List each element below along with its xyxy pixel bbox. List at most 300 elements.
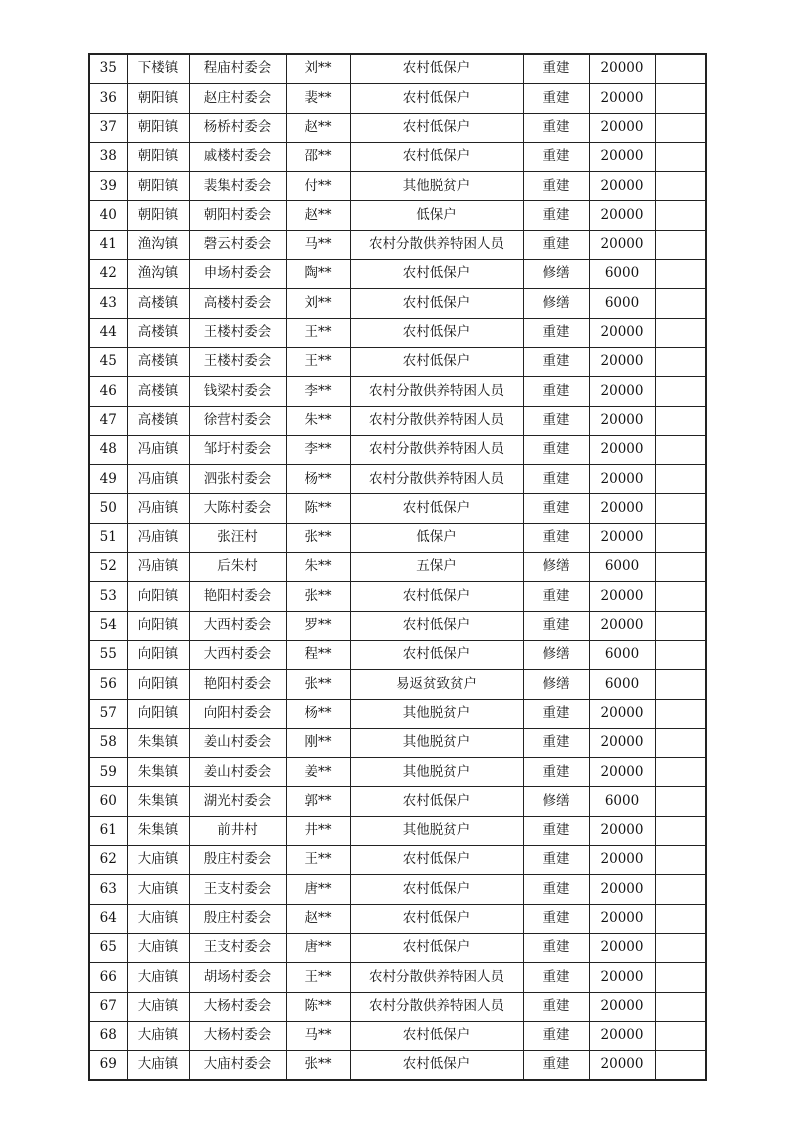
remark-cell (655, 318, 706, 347)
row-number-cell: 56 (89, 670, 127, 699)
renovation-type-cell: 重建 (523, 933, 589, 962)
village-cell: 磬云村委会 (189, 230, 286, 259)
table-body (89, 54, 706, 1080)
name-cell: 赵** (286, 201, 350, 230)
remark-cell (655, 846, 706, 875)
name-cell: 刘** (286, 289, 350, 318)
renovation-type-cell: 重建 (523, 1021, 589, 1050)
category-cell: 农村分散供养特困人员 (350, 963, 523, 992)
name-cell: 李** (286, 435, 350, 464)
town-cell: 渔沟镇 (127, 260, 189, 289)
town-cell: 朝阳镇 (127, 142, 189, 171)
category-cell: 农村低保户 (350, 933, 523, 962)
category-cell: 农村低保户 (350, 875, 523, 904)
name-cell: 王** (286, 963, 350, 992)
town-cell: 朝阳镇 (127, 113, 189, 142)
village-cell: 裴集村委会 (189, 172, 286, 201)
category-cell: 其他脱贫户 (350, 728, 523, 757)
name-cell: 朱** (286, 553, 350, 582)
name-cell: 邵** (286, 142, 350, 171)
table-row (89, 787, 706, 816)
remark-cell (655, 377, 706, 406)
renovation-type-cell: 重建 (523, 377, 589, 406)
renovation-type-cell: 重建 (523, 699, 589, 728)
table-row (89, 113, 706, 142)
remark-cell (655, 142, 706, 171)
town-cell: 冯庙镇 (127, 523, 189, 552)
category-cell: 农村低保户 (350, 1051, 523, 1081)
name-cell: 马** (286, 1021, 350, 1050)
remark-cell (655, 963, 706, 992)
subsidy-amount-cell: 20000 (589, 875, 655, 904)
category-cell: 农村低保户 (350, 611, 523, 640)
town-cell: 大庙镇 (127, 963, 189, 992)
name-cell: 杨** (286, 465, 350, 494)
remark-cell (655, 435, 706, 464)
row-number-cell: 47 (89, 406, 127, 435)
remark-cell (655, 1051, 706, 1081)
row-number-cell: 66 (89, 963, 127, 992)
renovation-type-cell: 重建 (523, 406, 589, 435)
table-row (89, 260, 706, 289)
table-row (89, 494, 706, 523)
village-cell: 朝阳村委会 (189, 201, 286, 230)
village-cell: 大西村委会 (189, 640, 286, 669)
village-cell: 大陈村委会 (189, 494, 286, 523)
town-cell: 冯庙镇 (127, 553, 189, 582)
subsidy-amount-cell: 6000 (589, 640, 655, 669)
category-cell: 农村低保户 (350, 494, 523, 523)
table-row (89, 54, 706, 84)
name-cell: 王** (286, 846, 350, 875)
remark-cell (655, 670, 706, 699)
village-cell: 程庙村委会 (189, 54, 286, 84)
category-cell: 农村低保户 (350, 904, 523, 933)
table-row (89, 670, 706, 699)
row-number-cell: 51 (89, 523, 127, 552)
town-cell: 冯庙镇 (127, 465, 189, 494)
row-number-cell: 48 (89, 435, 127, 464)
name-cell: 李** (286, 377, 350, 406)
table-row (89, 201, 706, 230)
subsidy-amount-cell: 20000 (589, 84, 655, 113)
village-cell: 姜山村委会 (189, 728, 286, 757)
table-row (89, 582, 706, 611)
row-number-cell: 39 (89, 172, 127, 201)
subsidy-amount-cell: 20000 (589, 933, 655, 962)
town-cell: 高楼镇 (127, 377, 189, 406)
row-number-cell: 69 (89, 1051, 127, 1081)
row-number-cell: 60 (89, 787, 127, 816)
table-row (89, 963, 706, 992)
renovation-type-cell: 重建 (523, 963, 589, 992)
name-cell: 井** (286, 816, 350, 845)
renovation-type-cell: 重建 (523, 347, 589, 376)
town-cell: 冯庙镇 (127, 494, 189, 523)
table-row (89, 318, 706, 347)
village-cell: 杨桥村委会 (189, 113, 286, 142)
table-row (89, 406, 706, 435)
remark-cell (655, 904, 706, 933)
name-cell: 程** (286, 640, 350, 669)
village-cell: 泗张村委会 (189, 465, 286, 494)
row-number-cell: 64 (89, 904, 127, 933)
renovation-type-cell: 重建 (523, 230, 589, 259)
row-number-cell: 63 (89, 875, 127, 904)
renovation-type-cell: 重建 (523, 758, 589, 787)
category-cell: 其他脱贫户 (350, 758, 523, 787)
village-cell: 邹圩村委会 (189, 435, 286, 464)
row-number-cell: 61 (89, 816, 127, 845)
renovation-type-cell: 重建 (523, 494, 589, 523)
town-cell: 高楼镇 (127, 406, 189, 435)
category-cell: 农村低保户 (350, 1021, 523, 1050)
subsidy-amount-cell: 20000 (589, 582, 655, 611)
row-number-cell: 52 (89, 553, 127, 582)
name-cell: 王** (286, 318, 350, 347)
renovation-type-cell: 修缮 (523, 553, 589, 582)
name-cell: 张** (286, 523, 350, 552)
subsidy-amount-cell: 20000 (589, 201, 655, 230)
row-number-cell: 46 (89, 377, 127, 406)
renovation-type-cell: 重建 (523, 318, 589, 347)
town-cell: 渔沟镇 (127, 230, 189, 259)
table-row (89, 435, 706, 464)
town-cell: 朱集镇 (127, 728, 189, 757)
name-cell: 姜** (286, 758, 350, 787)
row-number-cell: 58 (89, 728, 127, 757)
category-cell: 其他脱贫户 (350, 699, 523, 728)
category-cell: 其他脱贫户 (350, 172, 523, 201)
table-row (89, 904, 706, 933)
village-cell: 赵庄村委会 (189, 84, 286, 113)
row-number-cell: 53 (89, 582, 127, 611)
village-cell: 大庙村委会 (189, 1051, 286, 1081)
remark-cell (655, 758, 706, 787)
renovation-type-cell: 重建 (523, 465, 589, 494)
category-cell: 易返贫致贫户 (350, 670, 523, 699)
table-row (89, 846, 706, 875)
table-row (89, 758, 706, 787)
village-cell: 湖光村委会 (189, 787, 286, 816)
town-cell: 朱集镇 (127, 787, 189, 816)
town-cell: 大庙镇 (127, 846, 189, 875)
name-cell: 付** (286, 172, 350, 201)
name-cell: 罗** (286, 611, 350, 640)
category-cell: 农村低保户 (350, 787, 523, 816)
town-cell: 高楼镇 (127, 289, 189, 318)
renovation-type-cell: 修缮 (523, 787, 589, 816)
town-cell: 向阳镇 (127, 582, 189, 611)
subsidy-amount-cell: 20000 (589, 172, 655, 201)
village-cell: 王支村委会 (189, 933, 286, 962)
row-number-cell: 57 (89, 699, 127, 728)
remark-cell (655, 230, 706, 259)
name-cell: 陈** (286, 494, 350, 523)
remark-cell (655, 1021, 706, 1050)
row-number-cell: 42 (89, 260, 127, 289)
subsidy-amount-cell: 20000 (589, 1051, 655, 1081)
name-cell: 刚** (286, 728, 350, 757)
row-number-cell: 67 (89, 992, 127, 1021)
renovation-type-cell: 重建 (523, 54, 589, 84)
remark-cell (655, 347, 706, 376)
table-row (89, 523, 706, 552)
remark-cell (655, 406, 706, 435)
remark-cell (655, 289, 706, 318)
village-cell: 大西村委会 (189, 611, 286, 640)
category-cell: 低保户 (350, 523, 523, 552)
village-cell: 钱梁村委会 (189, 377, 286, 406)
category-cell: 农村分散供养特困人员 (350, 992, 523, 1021)
name-cell: 张** (286, 1051, 350, 1081)
category-cell: 低保户 (350, 201, 523, 230)
remark-cell (655, 113, 706, 142)
row-number-cell: 41 (89, 230, 127, 259)
category-cell: 农村分散供养特困人员 (350, 406, 523, 435)
category-cell: 农村低保户 (350, 84, 523, 113)
village-cell: 殷庄村委会 (189, 904, 286, 933)
renovation-type-cell: 重建 (523, 582, 589, 611)
name-cell: 陈** (286, 992, 350, 1021)
table-row (89, 230, 706, 259)
remark-cell (655, 523, 706, 552)
subsidy-amount-cell: 20000 (589, 758, 655, 787)
village-cell: 徐营村委会 (189, 406, 286, 435)
remark-cell (655, 787, 706, 816)
village-cell: 殷庄村委会 (189, 846, 286, 875)
subsidy-amount-cell: 6000 (589, 553, 655, 582)
subsidy-amount-cell: 20000 (589, 318, 655, 347)
town-cell: 朝阳镇 (127, 201, 189, 230)
subsidy-amount-cell: 20000 (589, 611, 655, 640)
town-cell: 朱集镇 (127, 816, 189, 845)
village-cell: 艳阳村委会 (189, 670, 286, 699)
row-number-cell: 55 (89, 640, 127, 669)
remark-cell (655, 933, 706, 962)
village-cell: 向阳村委会 (189, 699, 286, 728)
table-row (89, 611, 706, 640)
row-number-cell: 44 (89, 318, 127, 347)
category-cell: 农村低保户 (350, 318, 523, 347)
renovation-type-cell: 重建 (523, 875, 589, 904)
category-cell: 农村分散供养特困人员 (350, 435, 523, 464)
remark-cell (655, 465, 706, 494)
renovation-type-cell: 重建 (523, 611, 589, 640)
village-cell: 大杨村委会 (189, 1021, 286, 1050)
subsidy-amount-cell: 20000 (589, 904, 655, 933)
remark-cell (655, 992, 706, 1021)
renovation-type-cell: 重建 (523, 846, 589, 875)
town-cell: 大庙镇 (127, 875, 189, 904)
name-cell: 王** (286, 347, 350, 376)
renovation-type-cell: 修缮 (523, 289, 589, 318)
renovation-type-cell: 重建 (523, 992, 589, 1021)
table-row (89, 933, 706, 962)
renovation-type-cell: 重建 (523, 1051, 589, 1081)
town-cell: 高楼镇 (127, 318, 189, 347)
renovation-type-cell: 重建 (523, 728, 589, 757)
table-row (89, 816, 706, 845)
village-cell: 申场村委会 (189, 260, 286, 289)
town-cell: 大庙镇 (127, 1051, 189, 1081)
table-row (89, 1021, 706, 1050)
subsidy-amount-cell: 20000 (589, 992, 655, 1021)
remark-cell (655, 875, 706, 904)
town-cell: 朱集镇 (127, 758, 189, 787)
row-number-cell: 50 (89, 494, 127, 523)
row-number-cell: 62 (89, 846, 127, 875)
subsidy-amount-cell: 20000 (589, 494, 655, 523)
name-cell: 赵** (286, 113, 350, 142)
village-cell: 前井村 (189, 816, 286, 845)
row-number-cell: 59 (89, 758, 127, 787)
renovation-type-cell: 重建 (523, 113, 589, 142)
subsidy-amount-cell: 6000 (589, 289, 655, 318)
village-cell: 大杨村委会 (189, 992, 286, 1021)
name-cell: 郭** (286, 787, 350, 816)
subsidy-amount-cell: 20000 (589, 816, 655, 845)
name-cell: 张** (286, 582, 350, 611)
renovation-type-cell: 重建 (523, 142, 589, 171)
renovation-type-cell: 重建 (523, 435, 589, 464)
renovation-type-cell: 重建 (523, 172, 589, 201)
remark-cell (655, 172, 706, 201)
subsidy-amount-cell: 20000 (589, 230, 655, 259)
remark-cell (655, 582, 706, 611)
renovation-type-cell: 重建 (523, 904, 589, 933)
subsidy-amount-cell: 6000 (589, 787, 655, 816)
name-cell: 唐** (286, 933, 350, 962)
category-cell: 农村低保户 (350, 289, 523, 318)
remark-cell (655, 260, 706, 289)
table-row (89, 553, 706, 582)
renovation-type-cell: 修缮 (523, 670, 589, 699)
category-cell: 农村分散供养特困人员 (350, 465, 523, 494)
remark-cell (655, 201, 706, 230)
category-cell: 农村分散供养特困人员 (350, 377, 523, 406)
category-cell: 农村低保户 (350, 113, 523, 142)
category-cell: 农村低保户 (350, 582, 523, 611)
village-cell: 王楼村委会 (189, 347, 286, 376)
village-cell: 戚楼村委会 (189, 142, 286, 171)
table-row (89, 699, 706, 728)
name-cell: 马** (286, 230, 350, 259)
village-cell: 艳阳村委会 (189, 582, 286, 611)
category-cell: 农村低保户 (350, 347, 523, 376)
renovation-type-cell: 重建 (523, 523, 589, 552)
table-row (89, 172, 706, 201)
category-cell: 农村低保户 (350, 54, 523, 84)
row-number-cell: 65 (89, 933, 127, 962)
renovation-type-cell: 重建 (523, 84, 589, 113)
name-cell: 张** (286, 670, 350, 699)
remark-cell (655, 728, 706, 757)
village-cell: 王楼村委会 (189, 318, 286, 347)
name-cell: 裴** (286, 84, 350, 113)
row-number-cell: 68 (89, 1021, 127, 1050)
table-row (89, 875, 706, 904)
town-cell: 朝阳镇 (127, 84, 189, 113)
town-cell: 向阳镇 (127, 640, 189, 669)
table-row (89, 142, 706, 171)
subsidy-amount-cell: 20000 (589, 1021, 655, 1050)
category-cell: 农村分散供养特困人员 (350, 230, 523, 259)
subsidy-amount-cell: 6000 (589, 260, 655, 289)
row-number-cell: 43 (89, 289, 127, 318)
row-number-cell: 37 (89, 113, 127, 142)
row-number-cell: 49 (89, 465, 127, 494)
subsidy-amount-cell: 20000 (589, 54, 655, 84)
subsidy-amount-cell: 20000 (589, 406, 655, 435)
table-row (89, 640, 706, 669)
subsidy-amount-cell: 20000 (589, 113, 655, 142)
row-number-cell: 54 (89, 611, 127, 640)
category-cell: 农村低保户 (350, 640, 523, 669)
name-cell: 陶** (286, 260, 350, 289)
subsidy-amount-cell: 20000 (589, 377, 655, 406)
subsidy-amount-cell: 20000 (589, 435, 655, 464)
subsidy-amount-cell: 20000 (589, 963, 655, 992)
remark-cell (655, 84, 706, 113)
renovation-type-cell: 重建 (523, 201, 589, 230)
renovation-type-cell: 修缮 (523, 260, 589, 289)
name-cell: 赵** (286, 904, 350, 933)
name-cell: 杨** (286, 699, 350, 728)
subsidy-amount-cell: 6000 (589, 670, 655, 699)
town-cell: 大庙镇 (127, 1021, 189, 1050)
village-cell: 王支村委会 (189, 875, 286, 904)
remark-cell (655, 640, 706, 669)
subsidy-amount-cell: 20000 (589, 523, 655, 552)
town-cell: 大庙镇 (127, 933, 189, 962)
name-cell: 朱** (286, 406, 350, 435)
name-cell: 唐** (286, 875, 350, 904)
table-row (89, 289, 706, 318)
renovation-type-cell: 修缮 (523, 640, 589, 669)
village-cell: 胡场村委会 (189, 963, 286, 992)
table-row (89, 1051, 706, 1081)
remark-cell (655, 54, 706, 84)
remark-cell (655, 553, 706, 582)
village-cell: 高楼村委会 (189, 289, 286, 318)
category-cell: 其他脱贫户 (350, 816, 523, 845)
town-cell: 高楼镇 (127, 347, 189, 376)
row-number-cell: 36 (89, 84, 127, 113)
subsidy-amount-cell: 20000 (589, 728, 655, 757)
row-number-cell: 40 (89, 201, 127, 230)
remark-cell (655, 611, 706, 640)
subsidy-amount-cell: 20000 (589, 846, 655, 875)
remark-cell (655, 816, 706, 845)
remark-cell (655, 699, 706, 728)
category-cell: 农村低保户 (350, 142, 523, 171)
town-cell: 向阳镇 (127, 611, 189, 640)
renovation-type-cell: 重建 (523, 816, 589, 845)
row-number-cell: 35 (89, 54, 127, 84)
village-cell: 姜山村委会 (189, 758, 286, 787)
table-row (89, 728, 706, 757)
town-cell: 下楼镇 (127, 54, 189, 84)
category-cell: 五保户 (350, 553, 523, 582)
town-cell: 大庙镇 (127, 904, 189, 933)
table-row (89, 465, 706, 494)
subsidy-amount-cell: 20000 (589, 699, 655, 728)
subsidy-amount-cell: 20000 (589, 465, 655, 494)
table-row (89, 377, 706, 406)
category-cell: 农村低保户 (350, 260, 523, 289)
row-number-cell: 38 (89, 142, 127, 171)
